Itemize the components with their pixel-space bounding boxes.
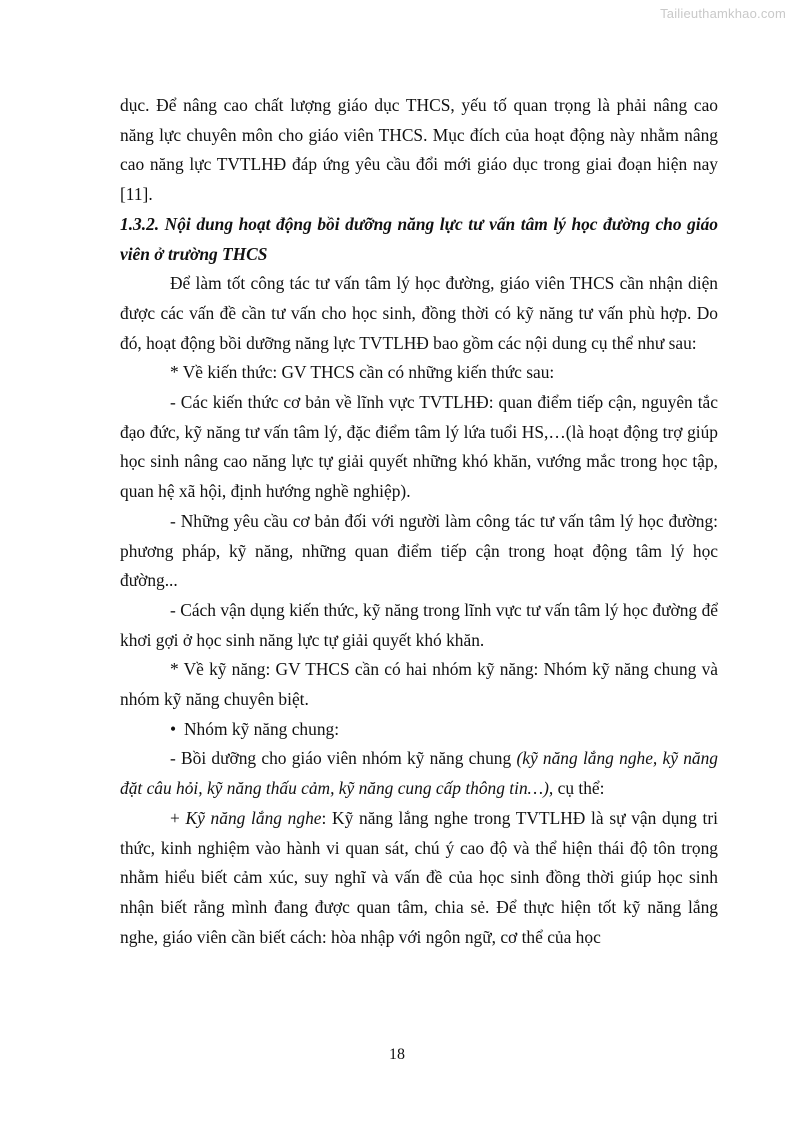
page-number: 18 xyxy=(389,1046,405,1063)
paragraph-overview: Để làm tốt công tác tư vấn tâm lý học đường, giáo viên THCS cần nhận diện được các vấn đề cần tư vấn cho học sinh, đồng thời có kỹ năng tư vấn phù hợp. Do đó, hoạt động bồi dưỡng năng lực TVTLHĐ bao gồm các nội dung cụ thể như sau: xyxy=(120,273,718,353)
watermark: Tailieuthamkhao.com xyxy=(660,6,786,21)
paragraph-knowledge-title: * Về kiến thức: GV THCS cần có những kiến thức sau: xyxy=(170,362,555,383)
section-heading: 1.3.2. Nội dung hoạt động bồi dưỡng năng lực tư vấn tâm lý học đường cho giáo viên ở trường THCS xyxy=(120,213,718,264)
listening-term: Kỹ năng lắng nghe xyxy=(185,807,322,828)
paragraph-knowledge-1: - Các kiến thức cơ bản về lĩnh vực TVTLHĐ: quan điểm tiếp cận, nguyên tắc đạo đức, kỹ năng tư vấn tâm lý, đặc điểm tâm lý lứa tuổi HS,…(là hoạt động trợ giúp học sinh nâng cao năng lực tự giải quyết những khó khăn, vướng mắc trong học tập, quan hệ xã hội, định hướng nghề nghiệp). xyxy=(120,392,718,502)
paragraph-knowledge-2: - Những yêu cầu cơ bản đối với người làm công tác tư vấn tâm lý học đường: phương pháp, kỹ năng, những quan điểm tiếp cận trong hoạt động tâm lý học đường... xyxy=(120,510,718,591)
paragraph-knowledge-3: - Cách vận dụng kiến thức, kỹ năng trong lĩnh vực tư vấn tâm lý học đường để khơi gợi ở học sinh năng lực tự giải quyết khó khăn. xyxy=(120,599,718,650)
listening-prefix: + xyxy=(170,807,186,828)
bullet-text: Nhóm kỹ năng chung: xyxy=(184,718,340,739)
paragraph-skills-title: * Về kỹ năng: GV THCS cần có hai nhóm kỹ năng: Nhóm kỹ năng chung và nhóm kỹ năng chuyên biệt. xyxy=(120,659,718,710)
general-skills-list: (kỹ năng lắng nghe, kỹ năng đặt câu hỏi, kỹ năng thấu cảm, kỹ năng cung cấp thông tin…), xyxy=(120,748,718,799)
general-skills-tail: cụ thể: xyxy=(553,778,605,799)
paragraph-general-skills xyxy=(120,744,718,803)
bullet-icon: • xyxy=(170,718,177,739)
paragraph-listening-skill xyxy=(120,804,718,953)
document-body xyxy=(120,91,718,952)
listening-body: : Kỹ năng lắng nghe trong TVTLHĐ là sự vận dụng tri thức, kinh nghiệm vào hành vi quan sát, chú ý cao độ và thể hiện thái độ tôn trọng nhằm hiểu biết cảm xúc, suy nghĩ và vấn đề của học sinh đồng thời giúp học sinh nhận biết rằng mình đang được quan tâm, chia sẻ. Để thực hiện tốt kỹ năng lắng nghe, giáo viên cần biết cách: hòa nhập với ngôn ngữ, cơ thể của học xyxy=(120,807,719,947)
bullet-general-skills xyxy=(120,715,718,745)
paragraph-intro: dục. Để nâng cao chất lượng giáo dục THCS, yếu tố quan trọng là phải nâng cao năng lực chuyên môn cho giáo viên THCS. Mục đích của hoạt động này nhằm nâng cao năng lực TVTLHĐ đáp ứng yêu cầu đổi mới giáo dục trong giai đoạn hiện nay [11]. xyxy=(120,95,718,205)
general-skills-lead: - Bồi dưỡng cho giáo viên nhóm kỹ năng chung xyxy=(170,748,517,769)
